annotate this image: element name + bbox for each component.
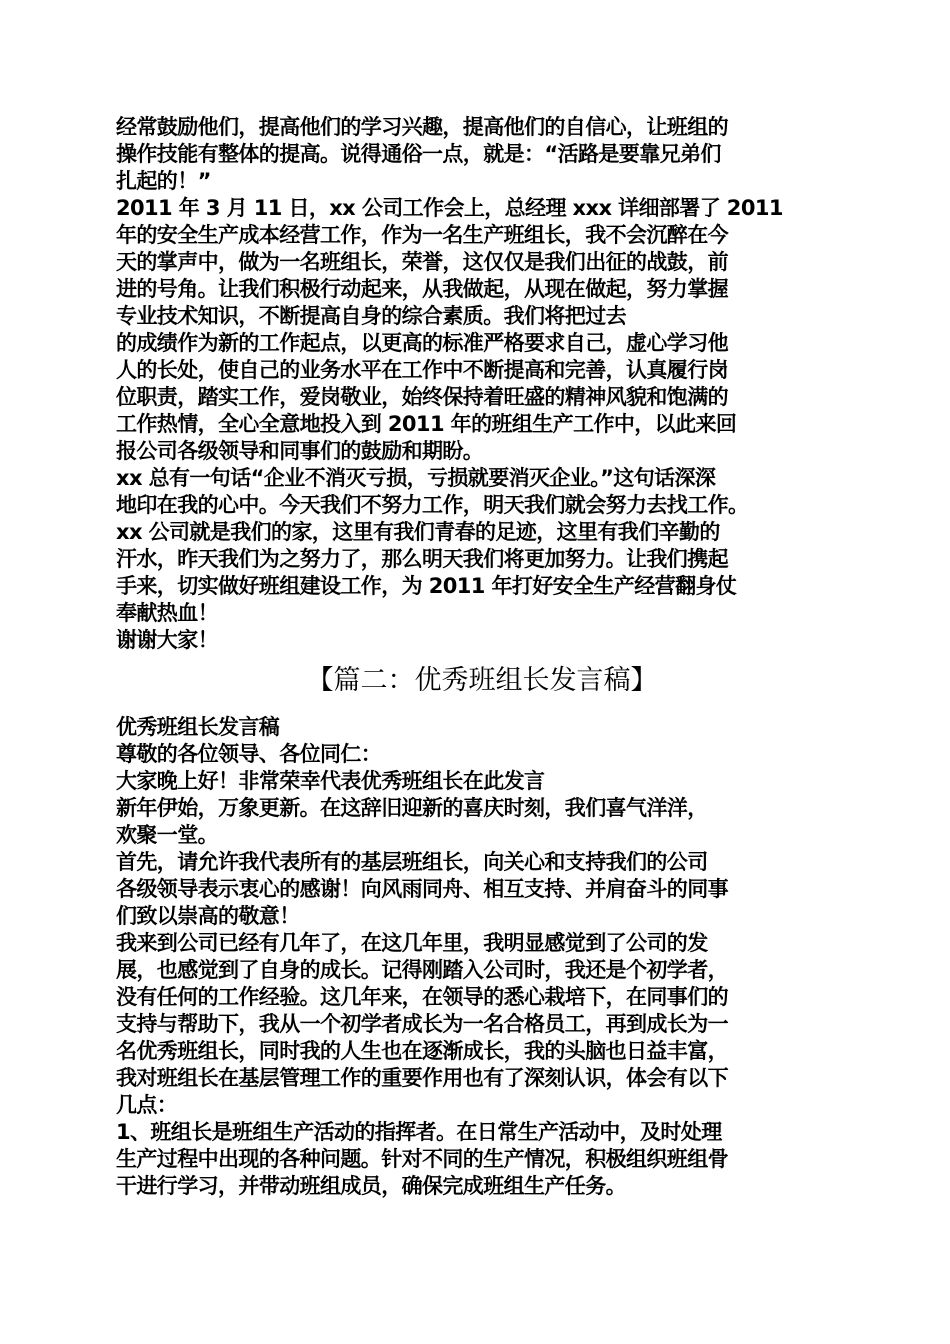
text-line: 各级领导表示衷心的感谢！向风雨同舟、相互支持、并肩奋斗的同事 (116, 877, 728, 901)
text-line: 手来，切实做好班组建设工作，为 2011 年打好安全生产经营翻身仗 (116, 574, 737, 598)
text-line: 大家晚上好！非常荣幸代表优秀班组长在此发言 (116, 769, 545, 793)
text-line: 首先，请允许我代表所有的基层班组长，向关心和支持我们的公司 (116, 850, 708, 874)
text-line: 1、班组长是班组生产活动的指挥者。在日常生产活动中，及时处理 (116, 1120, 722, 1144)
text-line: 报公司各级领导和同事们的鼓励和期盼。 (116, 439, 484, 463)
text-line: 我对班组长在基层管理工作的重要作用也有了深刻认识，体会有以下 (116, 1066, 728, 1090)
text-line: 天的掌声中，做为一名班组长，荣誉，这仅仅是我们出征的战鼓，前 (116, 250, 728, 274)
text-line: 奉献热血！ (116, 601, 218, 625)
text-line: 生产过程中出现的各种问题。针对不同的生产情况，积极组织班组骨 (116, 1147, 728, 1171)
text-line: 名优秀班组长，同时我的人生也在逐渐成长，我的头脑也日益丰富， (116, 1039, 728, 1063)
text-line: xx 总有一句话“企业不消灭亏损，亏损就要消灭企业。”这句话深深 (116, 466, 716, 490)
text-line: 几点： (116, 1093, 178, 1117)
text-line: 工作热情，全心全意地投入到 2011 年的班组生产工作中，以此来回 (116, 412, 737, 436)
text-line: 进的号角。让我们积极行动起来，从我做起，从现在做起，努力掌握 (116, 277, 728, 301)
text-line: 干进行学习，并带动班组成员，确保完成班组生产任务。 (116, 1174, 626, 1198)
text-line: 汗水，昨天我们为之努力了，那么明天我们将更加努力。让我们携起 (116, 547, 728, 571)
text-line: 新年伊始，万象更新。在这辞旧迎新的喜庆时刻，我们喜气洋洋， (116, 796, 708, 820)
text-line: xx 公司就是我们的家，这里有我们青春的足迹，这里有我们辛勤的 (116, 520, 720, 544)
text-line: 我来到公司已经有几年了，在这几年里，我明显感觉到了公司的发 (116, 931, 708, 955)
text-line: 地印在我的心中。今天我们不努力工作，明天我们就会努力去找工作。 (116, 493, 749, 517)
text-line: 展，也感觉到了自身的成长。记得刚踏入公司时，我还是个初学者， (116, 958, 728, 982)
text-line: 的成绩作为新的工作起点，以更高的标准严格要求自己，虚心学习他 (116, 331, 728, 355)
text-line: 专业技术知识，不断提高自身的综合素质。我们将把过去 (116, 304, 626, 328)
text-line: 谢谢大家！ (116, 628, 218, 652)
section-one-text (116, 114, 848, 654)
text-line: 经常鼓励他们，提高他们的学习兴趣，提高他们的自信心，让班组的 (116, 115, 728, 139)
text-line: 没有任何的工作经验。这几年来，在领导的悉心栽培下，在同事们的 (116, 985, 728, 1009)
text-line: 欢聚一堂。 (116, 823, 218, 847)
text-line: 操作技能有整体的提高。说得通俗一点，就是：“活路是要靠兄弟们 (116, 142, 721, 166)
text-line: 们致以崇高的敬意！ (116, 904, 300, 928)
text-line: 扎起的！” (116, 169, 211, 193)
text-line: 优秀班组长发言稿 (116, 715, 280, 739)
text-line: 人的长处，使自己的业务水平在工作中不断提高和完善，认真履行岗 (116, 358, 728, 382)
text-line: 2011 年 3 月 11 日，xx 公司工作会上，总经理 xxx 详细部署了 2011 (116, 196, 783, 220)
document-body (116, 114, 848, 1200)
text-line: 位职责，踏实工作，爱岗敬业，始终保持着旺盛的精神风貌和饱满的 (116, 385, 728, 409)
text-line: 尊敬的各位领导、各位同仁： (116, 742, 382, 766)
section-two-text (116, 714, 848, 1200)
text-line: 年的安全生产成本经营工作，作为一名生产班组长，我不会沉醉在今 (116, 223, 728, 247)
section-two-heading: 【篇二：优秀班组长发言稿】 (306, 665, 658, 696)
text-line: 支持与帮助下，我从一个初学者成长为一名合格员工，再到成长为一 (116, 1012, 728, 1036)
